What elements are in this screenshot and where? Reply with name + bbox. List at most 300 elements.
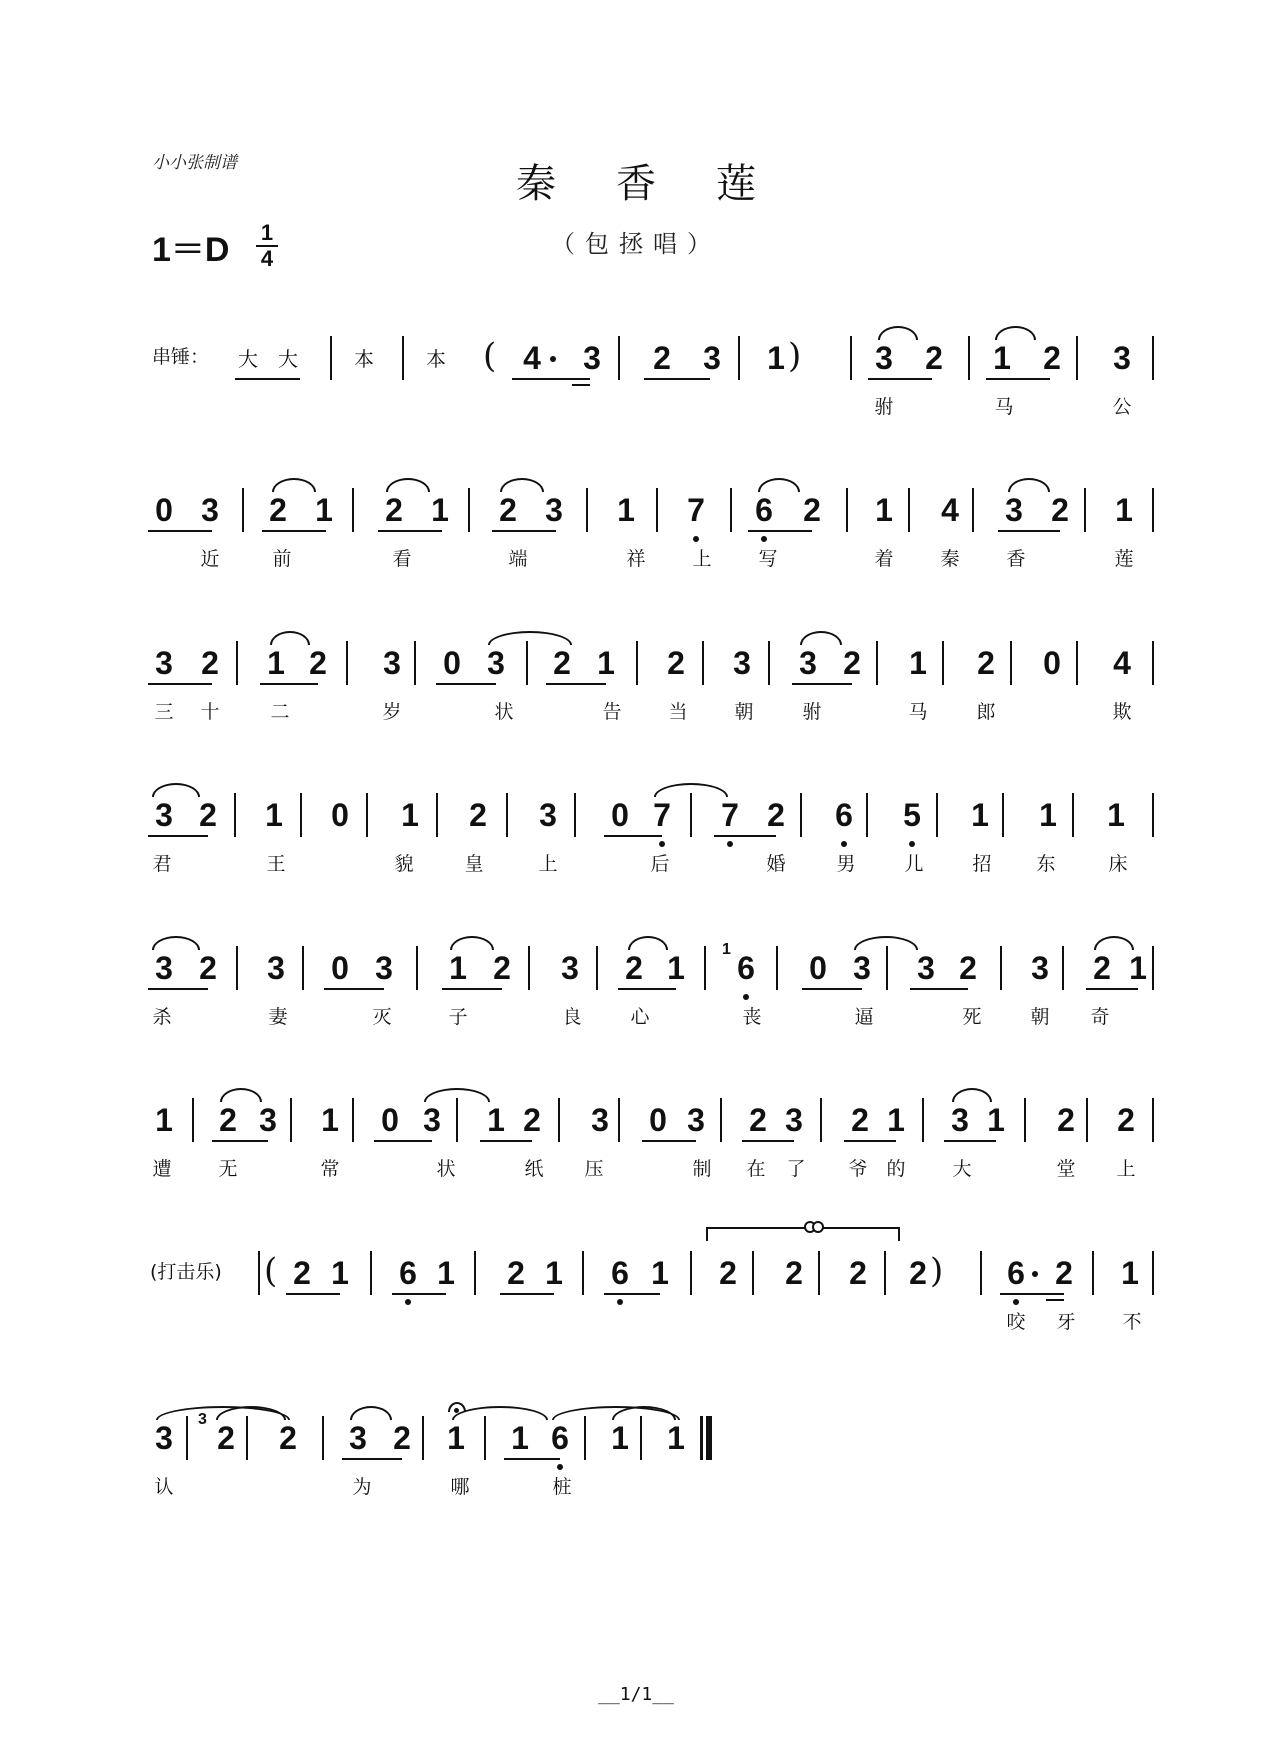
eighth-underline — [868, 378, 932, 380]
eighth-underline — [910, 988, 968, 990]
eighth-underline — [148, 835, 208, 837]
note-digit: 1 — [437, 1255, 455, 1291]
barline — [346, 641, 348, 685]
barline — [1076, 641, 1078, 685]
note-digit: 2 — [217, 1420, 235, 1456]
lyric-char: 常 — [320, 1158, 340, 1180]
barline — [752, 1251, 754, 1295]
lyric-char: 看 — [392, 548, 412, 570]
note-digit: 1 — [909, 645, 927, 681]
eighth-underline — [748, 530, 812, 532]
note-digit: 3 — [785, 1102, 803, 1138]
note-digit: 3 — [423, 1102, 441, 1138]
lower-octave-dot — [557, 1464, 563, 1470]
slur-arc — [152, 936, 200, 950]
note-digit: 2 — [469, 797, 487, 833]
barline — [584, 1416, 586, 1460]
note-digit: 1 — [1107, 797, 1125, 833]
note-digit: 3 — [703, 340, 721, 376]
note-digit: 6 — [755, 492, 773, 528]
time-numerator: 1 — [260, 220, 274, 245]
sixteenth-underline — [1046, 1299, 1064, 1301]
slur-arc — [350, 1406, 392, 1420]
note-digit: 2 — [785, 1255, 803, 1291]
lyric-char: 岁 — [382, 701, 402, 723]
lyric-char: 朝 — [1030, 1006, 1050, 1028]
lyric-char: 丧 — [742, 1006, 762, 1028]
lyric-char: 状 — [436, 1158, 456, 1180]
score-row — [0, 336, 1272, 460]
note-digit: 0 — [443, 645, 461, 681]
eighth-underline — [262, 530, 326, 532]
note-digit: 6 — [399, 1255, 417, 1291]
barline — [1062, 946, 1064, 990]
lyric-char: 莲 — [1114, 548, 1134, 570]
note-digit: 2 — [851, 1102, 869, 1138]
lyric-char: 二 — [270, 701, 290, 723]
lower-octave-dot — [743, 994, 749, 1000]
eighth-underline — [644, 378, 710, 380]
note-digit: 1 — [667, 950, 685, 986]
lyric-char: 大 — [952, 1158, 972, 1180]
note-digit: 3 — [853, 950, 871, 986]
score-row — [0, 1102, 1272, 1222]
eighth-underline — [604, 835, 662, 837]
lyric-char: 朝 — [734, 701, 754, 723]
lyric-char: 压 — [584, 1158, 604, 1180]
barline — [704, 946, 706, 990]
lower-octave-dot — [617, 1299, 623, 1305]
lyric-char: 十 — [200, 701, 220, 723]
lyric-char: 心 — [630, 1006, 650, 1028]
lyric-char: 牙 — [1056, 1311, 1076, 1333]
note-digit: 2 — [507, 1255, 525, 1291]
note-digit: 1 — [511, 1420, 529, 1456]
barline — [1152, 793, 1154, 837]
lyric-char: 遭 — [152, 1158, 172, 1180]
lyric-char: 儿 — [904, 853, 924, 875]
eighth-underline — [492, 530, 556, 532]
time-denominator: 4 — [260, 246, 274, 271]
note-digit: 2 — [1055, 1255, 1073, 1291]
barline — [980, 1251, 982, 1295]
barline — [618, 1098, 620, 1142]
lower-octave-dot — [405, 1299, 411, 1305]
note-digit: 1 — [611, 1420, 629, 1456]
note-digit: 1 — [431, 492, 449, 528]
lyric-char: 当 — [668, 701, 688, 723]
barline — [258, 1251, 260, 1295]
note-digit: 2 — [625, 950, 643, 986]
eighth-underline — [342, 1458, 402, 1460]
barline — [1010, 641, 1012, 685]
score-row — [0, 797, 1272, 917]
note-digit: 3 — [1113, 340, 1131, 376]
barline — [640, 1416, 642, 1460]
note-digit: 2 — [269, 492, 287, 528]
note-digit: 3 — [375, 950, 393, 986]
final-barline-thin — [700, 1416, 703, 1460]
eighth-underline — [714, 835, 776, 837]
barline — [242, 488, 244, 532]
note-digit: 3 — [487, 645, 505, 681]
note-digit: 1 — [447, 1420, 465, 1456]
barline — [290, 1098, 292, 1142]
lyric-char: 君 — [152, 853, 172, 875]
eighth-underline — [436, 683, 496, 685]
eighth-underline — [378, 530, 442, 532]
row-label: (打击乐) — [150, 1261, 222, 1283]
note-digit: 2 — [199, 950, 217, 986]
note-digit: 2 — [309, 645, 327, 681]
slur-arc — [878, 326, 918, 340]
note-digit: 2 — [767, 797, 785, 833]
lyric-char: 马 — [908, 701, 928, 723]
barline — [1086, 1098, 1088, 1142]
note-digit: 0 — [155, 492, 173, 528]
lyric-char: 驸 — [874, 396, 894, 418]
lower-octave-dot — [1013, 1299, 1019, 1305]
note-digit: 1 — [267, 645, 285, 681]
barline — [586, 488, 588, 532]
tremolo-bracket — [706, 1227, 810, 1241]
lyric-char: 纸 — [524, 1158, 544, 1180]
barline — [236, 946, 238, 990]
slur-arc — [995, 326, 1036, 340]
lyric-char: 秦 — [940, 548, 960, 570]
eighth-underline — [792, 683, 852, 685]
barline — [800, 793, 802, 837]
lyric-char: 状 — [494, 701, 514, 723]
note-digit: 3 — [875, 340, 893, 376]
eighth-underline — [212, 1140, 268, 1142]
percussion-syllable: 大 — [278, 347, 298, 371]
lyric-char: 郎 — [976, 701, 996, 723]
slur-arc — [450, 936, 494, 950]
barline — [322, 1416, 324, 1460]
note-digit: 1 — [155, 1102, 173, 1138]
percussion-syllable: 本 — [426, 347, 446, 371]
eighth-underline — [642, 1140, 696, 1142]
note-digit: 6 — [1007, 1255, 1025, 1291]
barline — [1152, 488, 1154, 532]
barline — [846, 488, 848, 532]
lyric-char: 杀 — [152, 1006, 172, 1028]
eighth-underline — [944, 1140, 996, 1142]
arranger-credit: 小小张制谱 — [152, 153, 237, 173]
parenthesis: ( — [264, 1251, 278, 1291]
note-digit: 1 — [265, 797, 283, 833]
lyric-char: 皇 — [464, 853, 484, 875]
note-digit: 1 — [401, 797, 419, 833]
barline — [416, 946, 418, 990]
barline — [942, 641, 944, 685]
barline — [820, 1098, 822, 1142]
slur-arc — [758, 478, 800, 492]
barline — [1152, 641, 1154, 685]
lyric-char: 马 — [994, 396, 1014, 418]
slur-arc — [452, 1406, 548, 1420]
lyric-char: 上 — [538, 853, 558, 875]
note-digit: 4 — [1113, 645, 1131, 681]
barline — [414, 641, 416, 685]
barline — [1152, 336, 1154, 380]
note-digit: 1 — [993, 340, 1011, 376]
barline — [484, 1416, 486, 1460]
grace-note: 3 — [198, 1411, 207, 1428]
note-digit: 1 — [667, 1420, 685, 1456]
eighth-underline — [442, 988, 502, 990]
note-digit: 2 — [1057, 1102, 1075, 1138]
slur-arc — [628, 936, 668, 950]
lyric-char: 男 — [836, 853, 856, 875]
score-row — [0, 645, 1272, 765]
barline — [886, 946, 888, 990]
note-digit: 2 — [523, 1102, 541, 1138]
note-digit: 3 — [799, 645, 817, 681]
barline — [234, 793, 236, 837]
lyric-char: 咬 — [1006, 1311, 1026, 1333]
note-digit: 2 — [385, 492, 403, 528]
barline — [818, 1251, 820, 1295]
note-digit: 3 — [1005, 492, 1023, 528]
note-digit: 1 — [987, 1102, 1005, 1138]
note-digit: 5 — [903, 797, 921, 833]
barline — [352, 1098, 354, 1142]
note-digit: 3 — [539, 797, 557, 833]
eighth-underline — [148, 683, 212, 685]
eighth-underline — [500, 1293, 554, 1295]
note-digit: 1 — [887, 1102, 905, 1138]
lyric-char: 东 — [1036, 853, 1056, 875]
barline — [884, 1251, 886, 1295]
barline — [456, 1098, 458, 1142]
percussion-syllable: 大 — [238, 347, 258, 371]
eighth-underline — [604, 1293, 660, 1295]
note-digit: 7 — [721, 797, 739, 833]
note-digit: 1 — [1121, 1255, 1139, 1291]
lower-octave-dot — [841, 841, 847, 847]
sixteenth-underline — [572, 384, 590, 386]
note-digit: 4 — [523, 340, 541, 376]
note-digit: 1 — [617, 492, 635, 528]
eighth-underline — [324, 988, 384, 990]
note-digit: 3 — [383, 645, 401, 681]
note-digit: 3 — [951, 1102, 969, 1138]
barline — [656, 488, 658, 532]
note-digit: 2 — [925, 340, 943, 376]
lyric-char: 子 — [448, 1006, 468, 1028]
barline — [474, 1251, 476, 1295]
score-title: 秦香莲 — [516, 161, 816, 207]
eighth-underline — [512, 378, 590, 380]
note-digit: 2 — [977, 645, 995, 681]
barline — [922, 1098, 924, 1142]
lyric-char: 桩 — [552, 1476, 572, 1498]
note-digit: 2 — [499, 492, 517, 528]
eighth-underline — [504, 1458, 560, 1460]
eighth-underline — [844, 1140, 896, 1142]
barline — [186, 1416, 188, 1460]
barline — [972, 488, 974, 532]
score-row — [0, 941, 1272, 1070]
lyric-char: 后 — [650, 853, 670, 875]
note-digit: 0 — [331, 797, 349, 833]
lyric-char: 床 — [1108, 853, 1128, 875]
barline — [468, 488, 470, 532]
parenthesis: ) — [788, 336, 802, 376]
eighth-underline — [998, 530, 1060, 532]
barline — [192, 1098, 194, 1142]
note-digit: 2 — [849, 1255, 867, 1291]
barline — [370, 1251, 372, 1295]
percussion-underline — [235, 378, 300, 380]
barline — [636, 641, 638, 685]
score-row — [0, 1251, 1272, 1375]
eighth-underline — [148, 530, 212, 532]
note-digit: 6 — [551, 1420, 569, 1456]
lyric-char: 哪 — [450, 1476, 470, 1498]
tremolo-bracket — [818, 1227, 900, 1241]
lower-octave-dot — [727, 841, 733, 847]
lower-octave-dot — [659, 841, 665, 847]
note-digit: 3 — [155, 797, 173, 833]
note-digit: 3 — [591, 1102, 609, 1138]
barline — [236, 641, 238, 685]
lyric-char: 欺 — [1112, 701, 1132, 723]
lyric-char: 良 — [562, 1006, 582, 1028]
barline — [690, 793, 692, 837]
augmentation-dot — [1032, 1271, 1038, 1277]
lyric-char: 灭 — [372, 1006, 392, 1028]
barline — [526, 641, 528, 685]
eighth-underline — [742, 1140, 794, 1142]
barline — [246, 1416, 248, 1460]
note-digit: 1 — [331, 1255, 349, 1291]
note-digit: 3 — [155, 645, 173, 681]
barline — [738, 336, 740, 380]
lyric-char: 为 — [352, 1476, 372, 1498]
row-label: 串锤： — [152, 346, 210, 368]
barline — [850, 336, 852, 380]
lyric-char: 妻 — [268, 1006, 288, 1028]
slur-arc — [952, 1088, 992, 1102]
barline — [908, 488, 910, 532]
lyric-char: 香 — [1006, 548, 1026, 570]
eighth-underline — [546, 683, 606, 685]
lyric-char: 貌 — [394, 853, 414, 875]
lyric-char: 告 — [602, 701, 622, 723]
note-digit: 2 — [1093, 950, 1111, 986]
barline — [1092, 1251, 1094, 1295]
eighth-underline — [1086, 988, 1138, 990]
barline — [690, 1251, 692, 1295]
note-digit: 2 — [843, 645, 861, 681]
note-digit: 3 — [561, 950, 579, 986]
slur-arc — [386, 478, 430, 492]
lyric-char: 死 — [962, 1006, 982, 1028]
barline — [596, 946, 598, 990]
score-subtitle: （包拯唱） — [551, 230, 721, 258]
note-digit: 2 — [653, 340, 671, 376]
lyric-char: 王 — [266, 853, 286, 875]
note-digit: 2 — [199, 797, 217, 833]
note-digit: 2 — [1043, 340, 1061, 376]
lyric-char: 上 — [692, 548, 712, 570]
note-digit: 2 — [909, 1255, 927, 1291]
slur-arc — [1094, 936, 1134, 950]
note-digit: 6 — [835, 797, 853, 833]
note-digit: 3 — [349, 1420, 367, 1456]
barline — [720, 1098, 722, 1142]
barline — [618, 336, 620, 380]
score-row — [0, 492, 1272, 612]
barline — [558, 1098, 560, 1142]
barline — [582, 1251, 584, 1295]
note-digit: 2 — [803, 492, 821, 528]
barline — [1000, 946, 1002, 990]
score-row — [0, 1411, 1272, 1540]
note-digit: 3 — [155, 950, 173, 986]
lyric-char: 写 — [758, 548, 778, 570]
barline — [776, 946, 778, 990]
slur-arc — [220, 1088, 262, 1102]
note-digit: 0 — [1043, 645, 1061, 681]
lyric-char: 不 — [1122, 1311, 1142, 1333]
eighth-underline — [286, 1293, 340, 1295]
note-digit: 3 — [733, 645, 751, 681]
parenthesis: ( — [483, 336, 497, 376]
lyric-char: 祥 — [626, 548, 646, 570]
note-digit: 6 — [611, 1255, 629, 1291]
grace-note: 1 — [722, 941, 731, 958]
note-digit: 1 — [1039, 797, 1057, 833]
barline — [1024, 1098, 1026, 1142]
note-digit: 1 — [875, 492, 893, 528]
barline — [1072, 793, 1074, 837]
note-digit: 1 — [315, 492, 333, 528]
slur-arc — [152, 783, 200, 797]
eighth-underline — [802, 988, 862, 990]
tremolo-circle — [812, 1221, 824, 1233]
barline — [352, 488, 354, 532]
note-digit: 0 — [381, 1102, 399, 1138]
barline — [1152, 1251, 1154, 1295]
barline — [968, 336, 970, 380]
percussion-syllable: 本 — [354, 347, 374, 371]
lyric-char: 了 — [786, 1158, 806, 1180]
barline — [1084, 488, 1086, 532]
note-digit: 2 — [1051, 492, 1069, 528]
lyric-char: 前 — [272, 548, 292, 570]
slur-arc — [800, 631, 842, 645]
lyric-char: 近 — [200, 548, 220, 570]
lyric-char: 制 — [692, 1158, 712, 1180]
note-digit: 3 — [687, 1102, 705, 1138]
lyric-char: 着 — [874, 548, 894, 570]
note-digit: 2 — [201, 645, 219, 681]
barline — [1002, 793, 1004, 837]
note-digit: 1 — [597, 645, 615, 681]
note-digit: 1 — [651, 1255, 669, 1291]
barline — [528, 946, 530, 990]
note-digit: 3 — [545, 492, 563, 528]
note-digit: 2 — [293, 1255, 311, 1291]
slur-arc — [488, 631, 572, 645]
note-digit: 4 — [941, 492, 959, 528]
eighth-underline — [986, 378, 1050, 380]
barline — [506, 793, 508, 837]
